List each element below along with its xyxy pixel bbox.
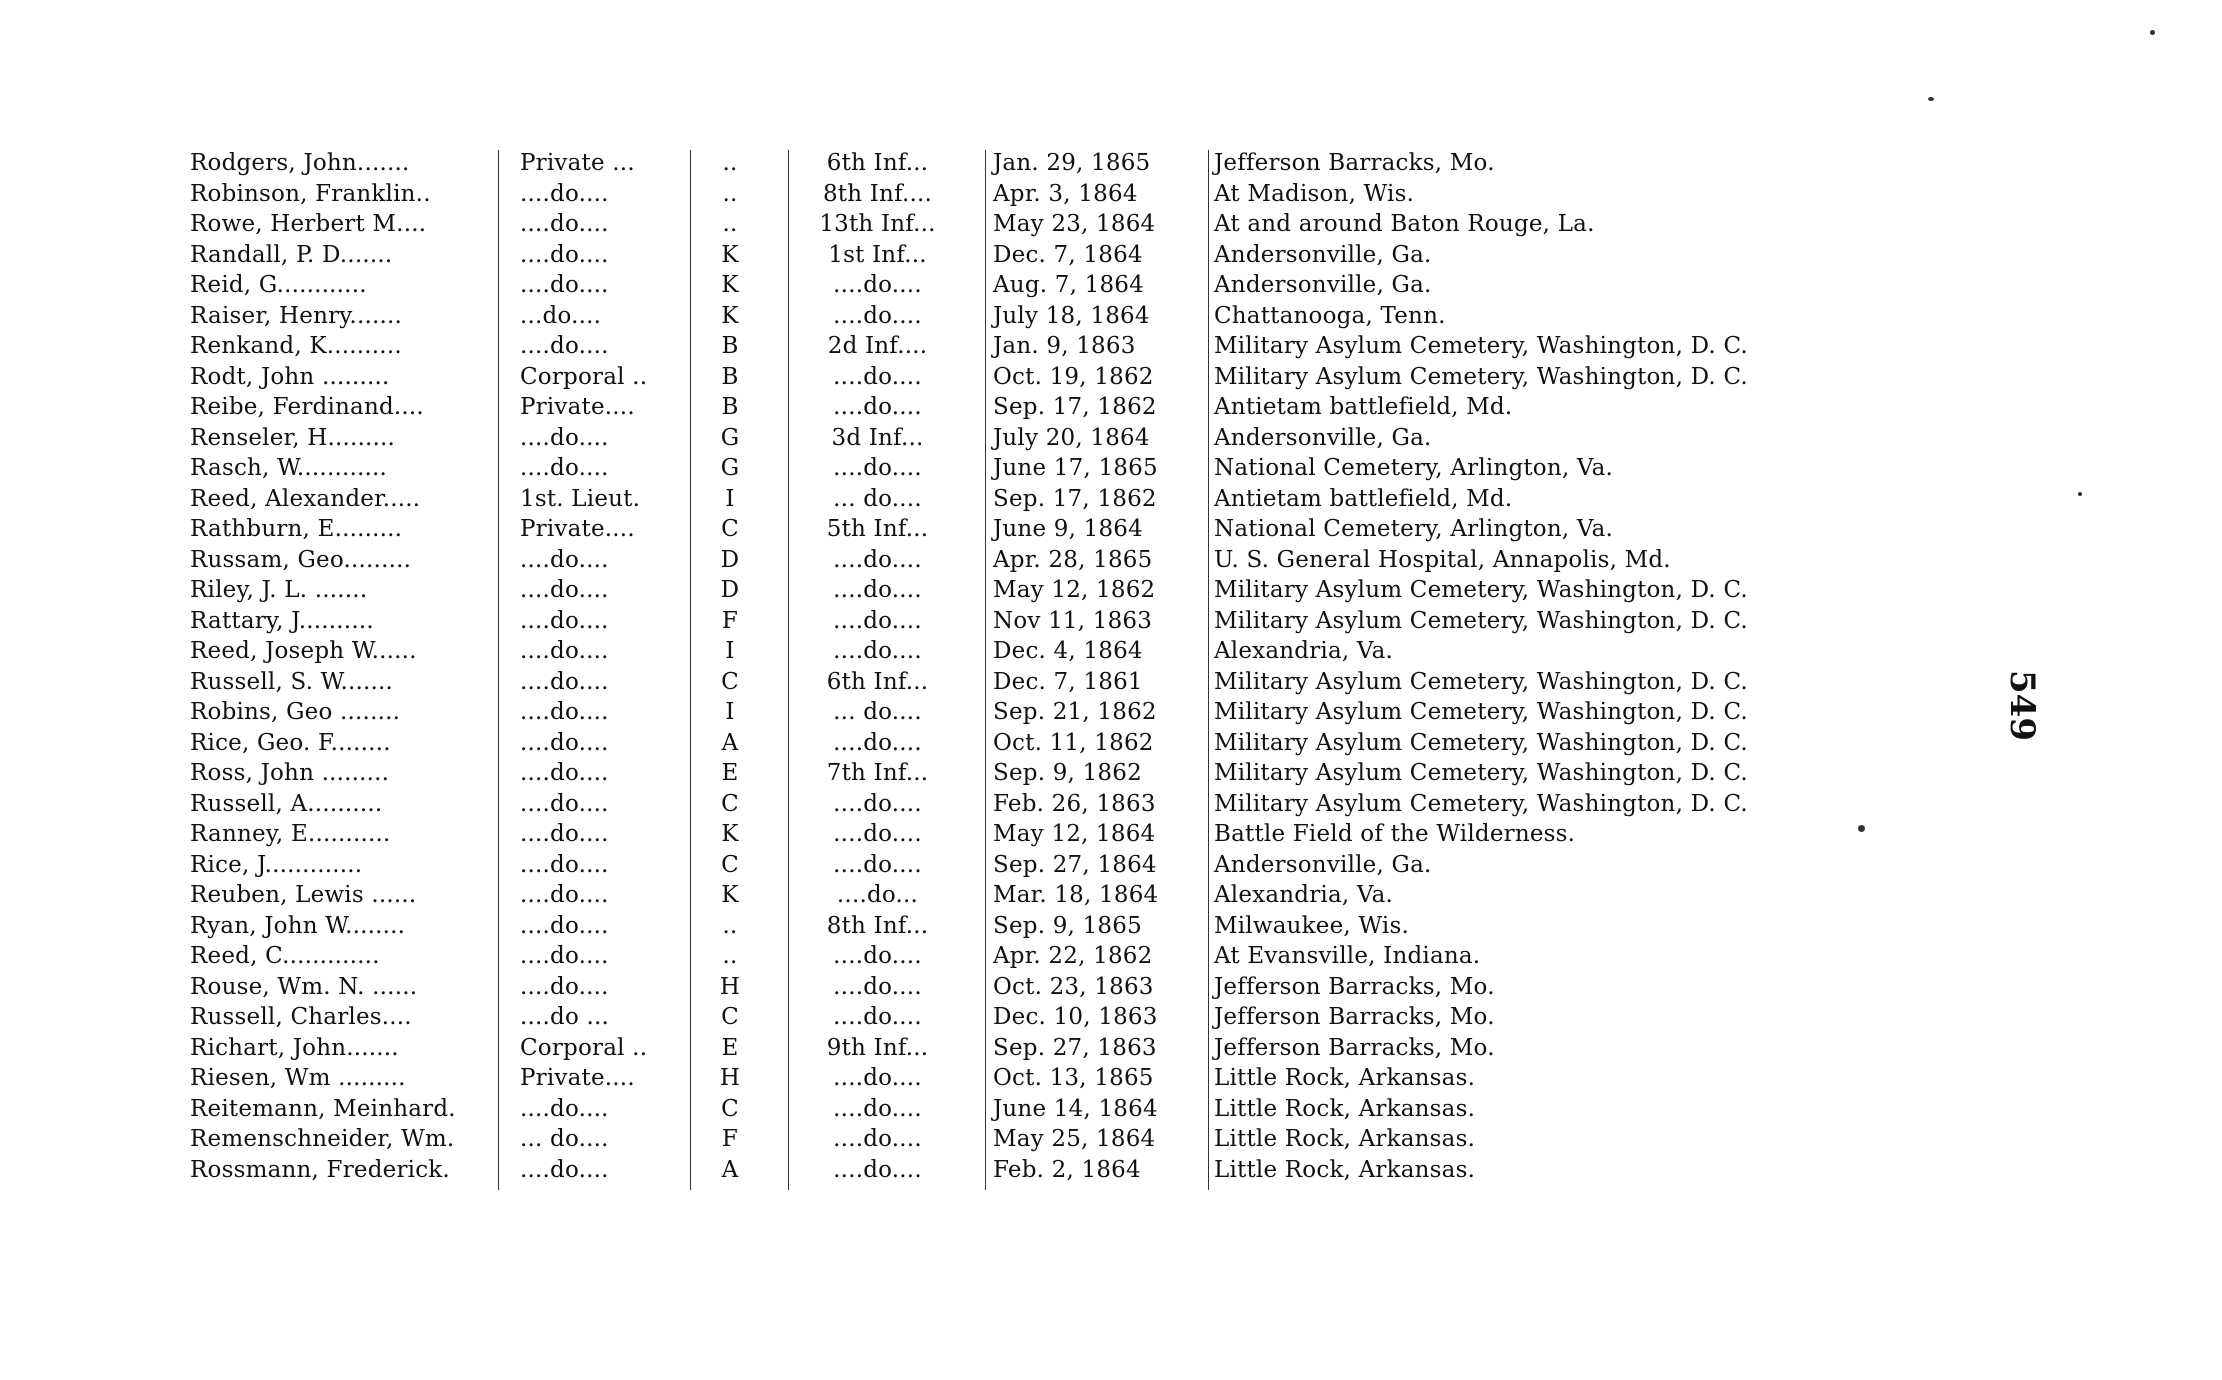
regiment: ....do....	[833, 1126, 922, 1153]
rank: ....do....	[520, 912, 609, 939]
rank: Corporal ..	[520, 363, 648, 390]
date-of-death: July 20, 1864	[993, 424, 1150, 451]
rank: ....do....	[520, 241, 609, 268]
date-of-death: Feb. 2, 1864	[993, 1156, 1141, 1183]
company: ..	[722, 211, 738, 238]
company: C	[721, 1095, 739, 1122]
soldier-name: Reitemann, Meinhard.	[190, 1095, 456, 1122]
table-row	[190, 880, 1920, 911]
date-of-death: Oct. 11, 1862	[993, 729, 1154, 756]
soldier-name: Reuben, Lewis ......	[190, 882, 417, 909]
company: C	[721, 516, 739, 543]
regiment: ....do....	[833, 1095, 922, 1122]
regiment: ....do....	[833, 729, 922, 756]
table-row	[190, 514, 1920, 545]
soldier-name: Rouse, Wm. N. ......	[190, 973, 418, 1000]
soldier-name: Rodt, John .........	[190, 363, 390, 390]
print-speck	[1858, 825, 1865, 832]
rank: ... do....	[520, 1126, 609, 1153]
soldier-name: Ryan, John W........	[190, 912, 406, 939]
company: ..	[722, 180, 738, 207]
company: K	[721, 241, 739, 268]
regiment: ....do....	[833, 607, 922, 634]
company: E	[721, 1034, 739, 1061]
rank: ....do....	[520, 638, 609, 665]
soldier-name: Remenschneider, Wm.	[190, 1126, 455, 1153]
table-row	[190, 636, 1920, 667]
soldier-name: Russell, S. W.......	[190, 668, 394, 695]
regiment: 13th Inf...	[819, 211, 936, 238]
date-of-death: Mar. 18, 1864	[993, 882, 1159, 909]
company: B	[721, 363, 739, 390]
burial-place: National Cemetery, Arlington, Va.	[1214, 516, 1614, 543]
soldier-name: Robinson, Franklin..	[190, 180, 431, 207]
rank: ....do....	[520, 272, 609, 299]
burial-place: Jefferson Barracks, Mo.	[1214, 973, 1495, 1000]
rank: ....do....	[520, 211, 609, 238]
regiment: 2d Inf....	[827, 333, 928, 360]
soldier-name: Reid, G............	[190, 272, 367, 299]
date-of-death: Oct. 23, 1863	[993, 973, 1154, 1000]
burial-place: Military Asylum Cemetery, Washington, D. C.	[1214, 699, 1748, 726]
rank: ....do....	[520, 1156, 609, 1183]
regiment: 8th Inf...	[826, 912, 929, 939]
rank: Private....	[520, 394, 635, 421]
table-row	[190, 179, 1920, 210]
rank: ....do....	[520, 729, 609, 756]
soldier-name: Randall, P. D.......	[190, 241, 393, 268]
soldier-name: Reed, Alexander.....	[190, 485, 421, 512]
company: I	[725, 699, 735, 726]
rank: ...do....	[520, 302, 602, 329]
company: C	[721, 1004, 739, 1031]
rank: Private....	[520, 516, 635, 543]
date-of-death: Sep. 17, 1862	[993, 485, 1157, 512]
burial-roster-table	[190, 148, 1920, 1185]
regiment: ....do....	[833, 1156, 922, 1183]
table-row	[190, 911, 1920, 942]
date-of-death: May 23, 1864	[993, 211, 1156, 238]
company: B	[721, 394, 739, 421]
company: ..	[722, 150, 738, 177]
date-of-death: May 25, 1864	[993, 1126, 1156, 1153]
burial-place: Military Asylum Cemetery, Washington, D. C.	[1214, 333, 1748, 360]
soldier-name: Russell, Charles....	[190, 1004, 412, 1031]
burial-place: Chattanooga, Tenn.	[1214, 302, 1446, 329]
date-of-death: June 9, 1864	[993, 516, 1143, 543]
table-row	[190, 209, 1920, 240]
company: E	[721, 760, 739, 787]
burial-place: Military Asylum Cemetery, Washington, D. C.	[1214, 607, 1748, 634]
soldier-name: Reed, C.............	[190, 943, 380, 970]
burial-place: Jefferson Barracks, Mo.	[1214, 1034, 1495, 1061]
table-row	[190, 331, 1920, 362]
soldier-name: Rodgers, John.......	[190, 150, 410, 177]
column-rule	[788, 150, 789, 1190]
regiment: ....do....	[833, 394, 922, 421]
rank: ....do....	[520, 790, 609, 817]
rank: ....do....	[520, 180, 609, 207]
burial-place: Antietam battlefield, Md.	[1214, 394, 1513, 421]
date-of-death: Dec. 7, 1864	[993, 241, 1143, 268]
rank: Private ...	[520, 150, 635, 177]
table-row	[190, 1155, 1920, 1186]
date-of-death: Apr. 3, 1864	[993, 180, 1138, 207]
soldier-name: Rice, J.............	[190, 851, 363, 878]
table-row	[190, 423, 1920, 454]
table-row	[190, 148, 1920, 179]
regiment: 3d Inf...	[831, 424, 924, 451]
burial-place: National Cemetery, Arlington, Va.	[1214, 455, 1614, 482]
table-row	[190, 697, 1920, 728]
date-of-death: Sep. 21, 1862	[993, 699, 1157, 726]
regiment: ....do....	[833, 973, 922, 1000]
burial-place: U. S. General Hospital, Annapolis, Md.	[1214, 546, 1671, 573]
rank: ....do....	[520, 851, 609, 878]
table-row	[190, 941, 1920, 972]
burial-place: Military Asylum Cemetery, Washington, D. C.	[1214, 790, 1748, 817]
rank: ....do....	[520, 455, 609, 482]
soldier-name: Rice, Geo. F........	[190, 729, 391, 756]
regiment: ....do....	[833, 272, 922, 299]
regiment: ....do....	[833, 577, 922, 604]
column-rule	[985, 150, 986, 1190]
company: I	[725, 485, 735, 512]
regiment: ....do....	[833, 790, 922, 817]
company: I	[725, 638, 735, 665]
burial-place: Military Asylum Cemetery, Washington, D. C.	[1214, 577, 1748, 604]
company: H	[719, 973, 741, 1000]
rank: ....do....	[520, 607, 609, 634]
date-of-death: Aug. 7, 1864	[993, 272, 1144, 299]
company: K	[721, 302, 739, 329]
company: F	[721, 1126, 739, 1153]
burial-place: Military Asylum Cemetery, Washington, D. C.	[1214, 729, 1748, 756]
burial-place: Little Rock, Arkansas.	[1214, 1156, 1476, 1183]
company: B	[721, 333, 739, 360]
date-of-death: Dec. 7, 1861	[993, 668, 1143, 695]
date-of-death: Apr. 28, 1865	[993, 546, 1153, 573]
regiment: 9th Inf...	[826, 1034, 929, 1061]
company: G	[720, 455, 740, 482]
date-of-death: Sep. 9, 1865	[993, 912, 1142, 939]
rank: ....do....	[520, 882, 609, 909]
burial-place: Little Rock, Arkansas.	[1214, 1065, 1476, 1092]
regiment: ....do....	[833, 821, 922, 848]
soldier-name: Rasch, W............	[190, 455, 388, 482]
rank: ....do....	[520, 546, 609, 573]
column-rule	[1208, 150, 1209, 1190]
regiment: ... do....	[833, 485, 922, 512]
date-of-death: Sep. 27, 1863	[993, 1034, 1157, 1061]
rank: Corporal ..	[520, 1034, 648, 1061]
table-row	[190, 1063, 1920, 1094]
regiment: ....do....	[833, 943, 922, 970]
soldier-name: Rossmann, Frederick.	[190, 1156, 450, 1183]
regiment: ....do...	[836, 882, 919, 909]
table-row	[190, 606, 1920, 637]
rank: ....do....	[520, 821, 609, 848]
regiment: 1st Inf...	[828, 241, 927, 268]
company: C	[721, 668, 739, 695]
soldier-name: Riesen, Wm .........	[190, 1065, 406, 1092]
table-row	[190, 758, 1920, 789]
soldier-name: Russam, Geo.........	[190, 546, 412, 573]
burial-place: Little Rock, Arkansas.	[1214, 1126, 1476, 1153]
regiment: 6th Inf...	[826, 668, 929, 695]
burial-place: Military Asylum Cemetery, Washington, D. C.	[1214, 760, 1748, 787]
rank: ....do ...	[520, 1004, 610, 1031]
company: K	[721, 272, 739, 299]
table-row	[190, 392, 1920, 423]
date-of-death: Dec. 10, 1863	[993, 1004, 1158, 1031]
date-of-death: July 18, 1864	[993, 302, 1150, 329]
print-speck	[1928, 97, 1934, 101]
table-row	[190, 575, 1920, 606]
regiment: ....do....	[833, 546, 922, 573]
burial-place: Milwaukee, Wis.	[1214, 912, 1409, 939]
soldier-name: Renseler, H.........	[190, 424, 396, 451]
rank: ....do....	[520, 333, 609, 360]
date-of-death: May 12, 1862	[993, 577, 1156, 604]
regiment: ....do....	[833, 851, 922, 878]
company: ..	[722, 912, 738, 939]
table-row	[190, 667, 1920, 698]
regiment: 8th Inf....	[822, 180, 933, 207]
soldier-name: Raiser, Henry.......	[190, 302, 403, 329]
regiment: ....do....	[833, 1004, 922, 1031]
table-row	[190, 453, 1920, 484]
rank: ....do....	[520, 577, 609, 604]
burial-place: Alexandria, Va.	[1214, 882, 1394, 909]
regiment: 6th Inf...	[826, 150, 929, 177]
burial-place: Battle Field of the Wilderness.	[1214, 821, 1576, 848]
page-number: 549	[2002, 670, 2042, 741]
burial-place: Military Asylum Cemetery, Washington, D. C.	[1214, 363, 1748, 390]
soldier-name: Ross, John .........	[190, 760, 390, 787]
date-of-death: Oct. 13, 1865	[993, 1065, 1154, 1092]
regiment: ....do....	[833, 302, 922, 329]
regiment: ....do....	[833, 638, 922, 665]
column-rule	[690, 150, 691, 1190]
soldier-name: Robins, Geo ........	[190, 699, 401, 726]
rank: ....do....	[520, 424, 609, 451]
rank: ....do....	[520, 699, 609, 726]
company: C	[721, 790, 739, 817]
company: D	[720, 577, 740, 604]
company: D	[720, 546, 740, 573]
rank: Private....	[520, 1065, 635, 1092]
burial-place: Little Rock, Arkansas.	[1214, 1095, 1476, 1122]
rank: 1st. Lieut.	[520, 485, 641, 512]
table-row	[190, 1094, 1920, 1125]
print-speck	[2150, 30, 2155, 35]
date-of-death: Apr. 22, 1862	[993, 943, 1153, 970]
soldier-name: Riley, J. L. .......	[190, 577, 368, 604]
regiment: ....do....	[833, 1065, 922, 1092]
regiment: 5th Inf...	[826, 516, 929, 543]
table-row	[190, 1002, 1920, 1033]
regiment: ... do....	[833, 699, 922, 726]
date-of-death: Jan. 9, 1863	[993, 333, 1136, 360]
rank: ....do....	[520, 760, 609, 787]
date-of-death: Jan. 29, 1865	[993, 150, 1151, 177]
soldier-name: Richart, John.......	[190, 1034, 399, 1061]
table-row	[190, 270, 1920, 301]
burial-place: Military Asylum Cemetery, Washington, D. C.	[1214, 668, 1748, 695]
table-row	[190, 362, 1920, 393]
company: K	[721, 821, 739, 848]
burial-place: Andersonville, Ga.	[1214, 241, 1432, 268]
soldier-name: Russell, A..........	[190, 790, 383, 817]
rank: ....do....	[520, 943, 609, 970]
soldier-name: Reed, Joseph W......	[190, 638, 417, 665]
regiment: ....do....	[833, 455, 922, 482]
table-row	[190, 789, 1920, 820]
table-row	[190, 1033, 1920, 1064]
table-row	[190, 545, 1920, 576]
rank: ....do....	[520, 973, 609, 1000]
burial-place: Jefferson Barracks, Mo.	[1214, 1004, 1495, 1031]
table-row	[190, 240, 1920, 271]
company: K	[721, 882, 739, 909]
rank: ....do....	[520, 668, 609, 695]
burial-place: Andersonville, Ga.	[1214, 424, 1432, 451]
table-row	[190, 819, 1920, 850]
date-of-death: Feb. 26, 1863	[993, 790, 1156, 817]
table-row	[190, 728, 1920, 759]
soldier-name: Rathburn, E.........	[190, 516, 403, 543]
soldier-name: Renkand, K..........	[190, 333, 402, 360]
soldier-name: Ranney, E...........	[190, 821, 391, 848]
burial-place: At Evansville, Indiana.	[1214, 943, 1481, 970]
company: A	[721, 729, 739, 756]
column-rule	[498, 150, 499, 1190]
regiment: 7th Inf...	[826, 760, 929, 787]
company: A	[721, 1156, 739, 1183]
date-of-death: Sep. 9, 1862	[993, 760, 1142, 787]
date-of-death: May 12, 1864	[993, 821, 1156, 848]
date-of-death: Dec. 4, 1864	[993, 638, 1143, 665]
date-of-death: June 17, 1865	[993, 455, 1158, 482]
soldier-name: Rattary, J..........	[190, 607, 374, 634]
company: G	[720, 424, 740, 451]
burial-place: Andersonville, Ga.	[1214, 272, 1432, 299]
soldier-name: Reibe, Ferdinand....	[190, 394, 424, 421]
date-of-death: Oct. 19, 1862	[993, 363, 1154, 390]
burial-place: Andersonville, Ga.	[1214, 851, 1432, 878]
burial-place: Jefferson Barracks, Mo.	[1214, 150, 1495, 177]
burial-place: At and around Baton Rouge, La.	[1214, 211, 1595, 238]
table-row	[190, 301, 1920, 332]
date-of-death: June 14, 1864	[993, 1095, 1158, 1122]
table-row	[190, 850, 1920, 881]
table-row	[190, 484, 1920, 515]
company: F	[721, 607, 739, 634]
company: ..	[722, 943, 738, 970]
print-speck	[2078, 492, 2082, 496]
burial-place: Alexandria, Va.	[1214, 638, 1394, 665]
date-of-death: Sep. 27, 1864	[993, 851, 1157, 878]
rank: ....do....	[520, 1095, 609, 1122]
company: C	[721, 851, 739, 878]
table-row	[190, 1124, 1920, 1155]
date-of-death: Nov 11, 1863	[993, 607, 1153, 634]
table-row	[190, 972, 1920, 1003]
burial-place: At Madison, Wis.	[1214, 180, 1415, 207]
soldier-name: Rowe, Herbert M....	[190, 211, 427, 238]
burial-place: Antietam battlefield, Md.	[1214, 485, 1513, 512]
date-of-death: Sep. 17, 1862	[993, 394, 1157, 421]
regiment: ....do....	[833, 363, 922, 390]
company: H	[719, 1065, 741, 1092]
